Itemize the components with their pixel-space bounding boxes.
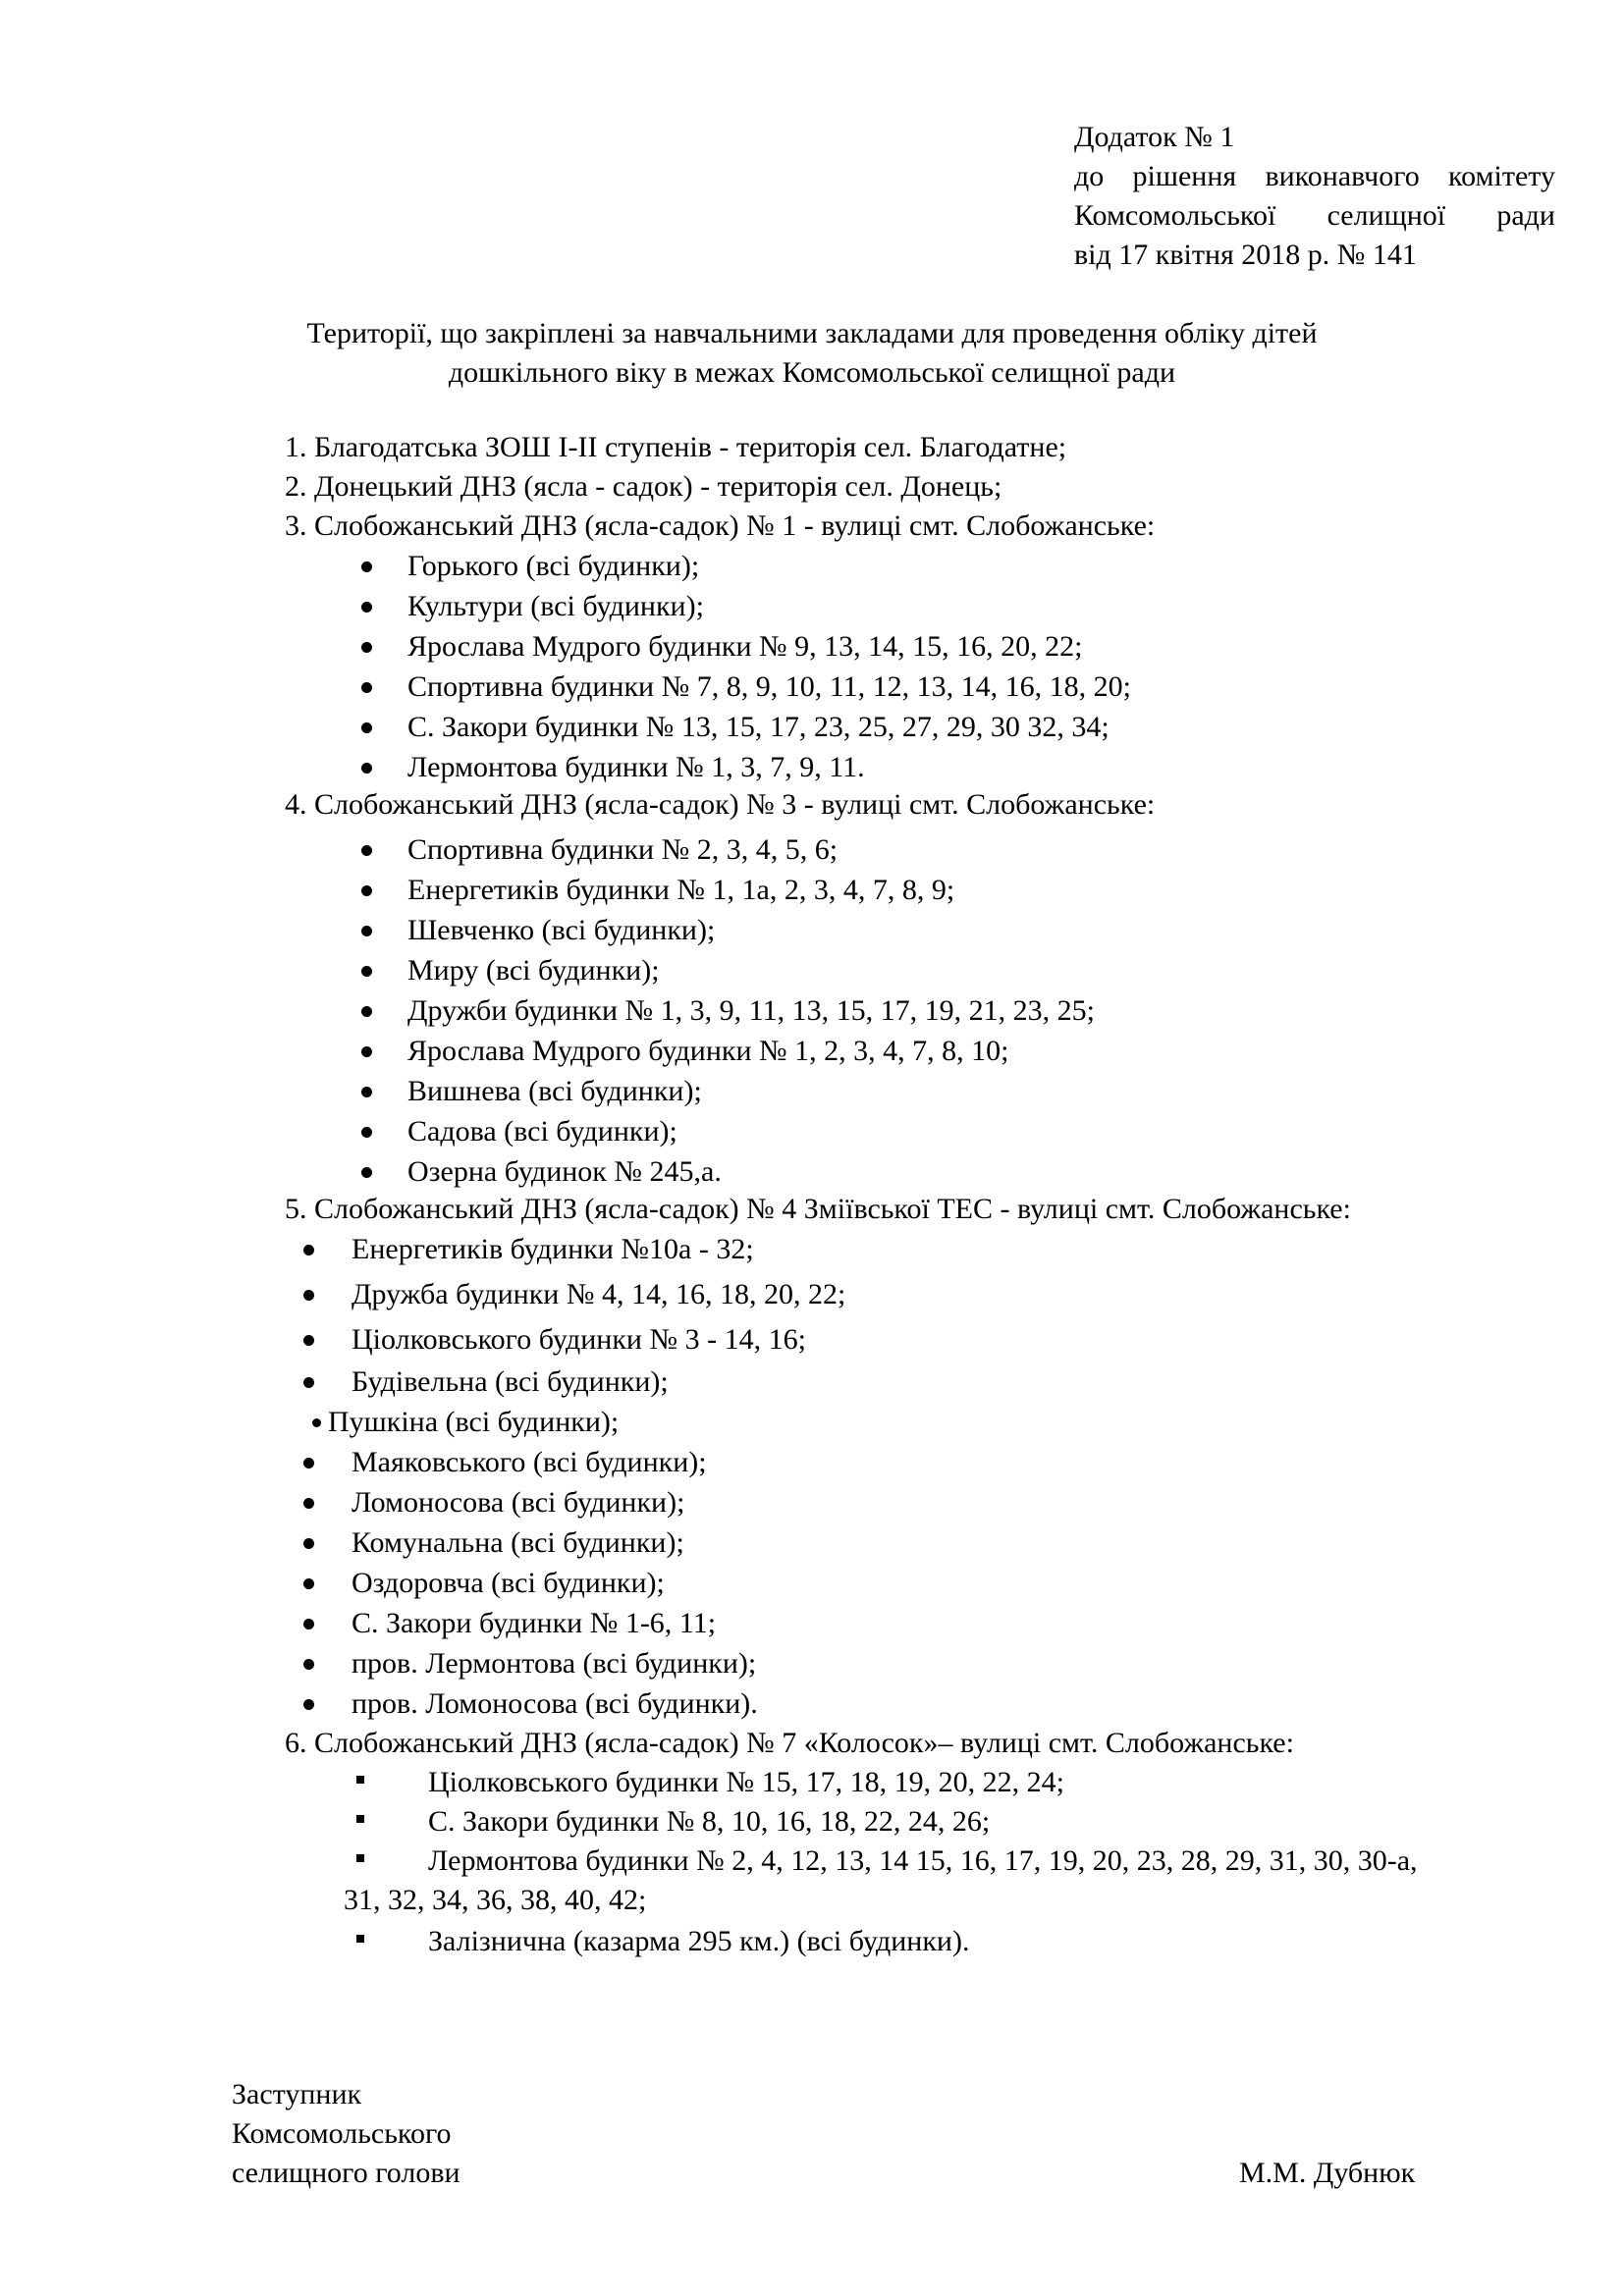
signatory-title-line-1: Заступник	[232, 2078, 362, 2110]
list-item-6: 6. Слобожанський ДНЗ (ясла-садок) № 7 «Колосок»– вулиці смт. Слобожанське:	[285, 1727, 1294, 1759]
list-subitem: Лермонтова будинки № 2, 4, 12, 13, 14 15, 16, 17, 19, 20, 23, 28, 29, 31, 30, 30-а,	[428, 1844, 1418, 1877]
document-title-line-1: Території, що закріплені за навчальними закладами для проведення обліку дітей	[306, 317, 1318, 349]
bullet-icon	[361, 722, 372, 733]
bullet-icon	[361, 1046, 372, 1057]
list-subitem: Дружби будинки № 1, 3, 9, 11, 13, 15, 17, 19, 21, 23, 25;	[407, 994, 1095, 1027]
list-subitem: Озерна будинок № 245,а.	[407, 1155, 722, 1188]
square-bullet-icon	[356, 1815, 364, 1823]
square-bullet-icon	[356, 1776, 364, 1784]
list-subitem: Комунальна (всі будинки);	[352, 1526, 684, 1559]
list-subitem: Садова (всі будинки);	[407, 1115, 677, 1148]
list-subitem: Ярослава Мудрого будинки № 1, 2, 3, 4, 7, 8, 10;	[407, 1035, 1009, 1067]
list-subitem: Культури (всі будинки);	[407, 590, 704, 622]
bullet-icon	[361, 885, 372, 896]
list-subitem: Вишнева (всі будинки);	[407, 1075, 702, 1107]
list-subitem: Будівельна (всі будинки);	[352, 1365, 669, 1398]
square-bullet-icon	[356, 1935, 364, 1943]
bullet-icon	[303, 1619, 314, 1629]
list-subitem: Горького (всі будинки);	[407, 550, 700, 582]
signatory-name: М.М. Дубнюк	[1239, 2157, 1416, 2189]
list-subitem: пров. Ломоносова (всі будинки).	[352, 1687, 758, 1720]
list-item-1: 1. Благодатська ЗОШ I-II ступенів - територія сел. Благодатне;	[285, 431, 1067, 463]
list-subitem: Спортивна будинки № 2, 3, 4, 5, 6;	[407, 833, 839, 866]
list-subitem-continuation: 31, 32, 34, 36, 38, 40, 42;	[344, 1884, 647, 1916]
list-subitem: Шевченко (всі будинки);	[407, 914, 716, 946]
list-item-3: 3. Слобожанський ДНЗ (ясла-садок) № 1 - вулиці смт. Слобожанське:	[285, 509, 1156, 542]
list-subitem: пров. Лермонтова (всі будинки);	[352, 1647, 757, 1680]
bullet-icon	[361, 682, 372, 693]
bullet-icon	[303, 1498, 314, 1509]
signatory-title-line-3: селищного голови	[232, 2157, 460, 2189]
list-subitem: С. Закори будинки № 1-6, 11;	[352, 1607, 717, 1639]
list-subitem: Залізнична (казарма 295 км.) (всі будинки).	[428, 1925, 970, 1957]
bullet-icon	[361, 966, 372, 977]
list-subitem: Пушкіна (всі будинки);	[328, 1406, 620, 1438]
list-subitem: Маяковського (всі будинки);	[352, 1446, 707, 1478]
list-subitem: Лермонтова будинки № 1, 3, 7, 9, 11.	[407, 751, 865, 783]
list-subitem: Дружба будинки № 4, 14, 16, 18, 20, 22;	[352, 1278, 846, 1310]
list-subitem: Миру (всі будинки);	[407, 954, 660, 987]
bullet-icon	[303, 1538, 314, 1549]
bullet-icon	[303, 1290, 314, 1301]
appendix-header	[1074, 118, 1555, 275]
list-subitem: Ціолковського будинки № 3 - 14, 16;	[352, 1323, 806, 1356]
list-item-4: 4. Слобожанський ДНЗ (ясла-садок) № 3 - вулиці смт. Слобожанське:	[285, 788, 1156, 821]
bullet-icon	[361, 602, 372, 613]
list-subitem: С. Закори будинки № 8, 10, 16, 18, 22, 24, 26;	[428, 1805, 991, 1838]
bullet-icon	[361, 1006, 372, 1017]
bullet-icon	[361, 561, 372, 572]
list-subitem: Ціолковського будинки № 15, 17, 18, 19, 20, 22, 24;	[428, 1766, 1064, 1798]
bullet-icon	[361, 845, 372, 856]
bullet-icon	[303, 1335, 314, 1346]
signatory-title-line-2: Комсомольського	[232, 2117, 452, 2150]
square-bullet-icon	[356, 1854, 364, 1862]
council-name: Комсомольської селищної ради	[1074, 199, 1555, 232]
list-subitem: Енергетиків будинки №10а - 32;	[352, 1233, 754, 1265]
list-subitem: Оздоровча (всі будинки);	[352, 1567, 665, 1599]
list-subitem: Енергетиків будинки № 1, 1а, 2, 3, 4, 7, 8, 9;	[407, 874, 955, 906]
list-subitem: Спортивна будинки № 7, 8, 9, 10, 11, 12, 13, 14, 16, 18, 20;	[407, 670, 1131, 703]
bullet-icon	[361, 642, 372, 653]
list-subitem: Ломоносова (всі будинки);	[352, 1486, 685, 1519]
bullet-icon	[303, 1578, 314, 1589]
decision-date: від 17 квітня 2018 р. № 141	[1074, 239, 1417, 271]
decision-reference: до рішення виконавчого комітету	[1074, 160, 1555, 192]
bullet-icon	[303, 1699, 314, 1710]
bullet-icon	[361, 1127, 372, 1138]
bullet-icon	[361, 763, 372, 774]
bullet-icon	[361, 926, 372, 936]
bullet-icon	[303, 1377, 314, 1388]
list-subitem: С. Закори будинки № 13, 15, 17, 23, 25, 27, 29, 30 32, 34;	[407, 711, 1110, 743]
bullet-icon	[303, 1245, 314, 1255]
bullet-icon	[303, 1458, 314, 1468]
bullet-icon	[361, 1087, 372, 1097]
bullet-icon	[361, 1167, 372, 1178]
document-title-line-2: дошкільного віку в межах Комсомольської селищної ради	[448, 356, 1176, 389]
list-item-2: 2. Донецький ДНЗ (ясла - садок) - територія сел. Донець;	[285, 470, 1002, 503]
bullet-icon	[303, 1659, 314, 1670]
list-subitem: Ярослава Мудрого будинки № 9, 13, 14, 15, 16, 20, 22;	[407, 630, 1083, 663]
appendix-number: Додаток № 1	[1074, 121, 1235, 153]
bullet-icon	[312, 1418, 321, 1427]
list-item-5: 5. Слобожанський ДНЗ (ясла-садок) № 4 Зміївської ТЕС - вулиці смт. Слобожанське:	[285, 1193, 1351, 1225]
